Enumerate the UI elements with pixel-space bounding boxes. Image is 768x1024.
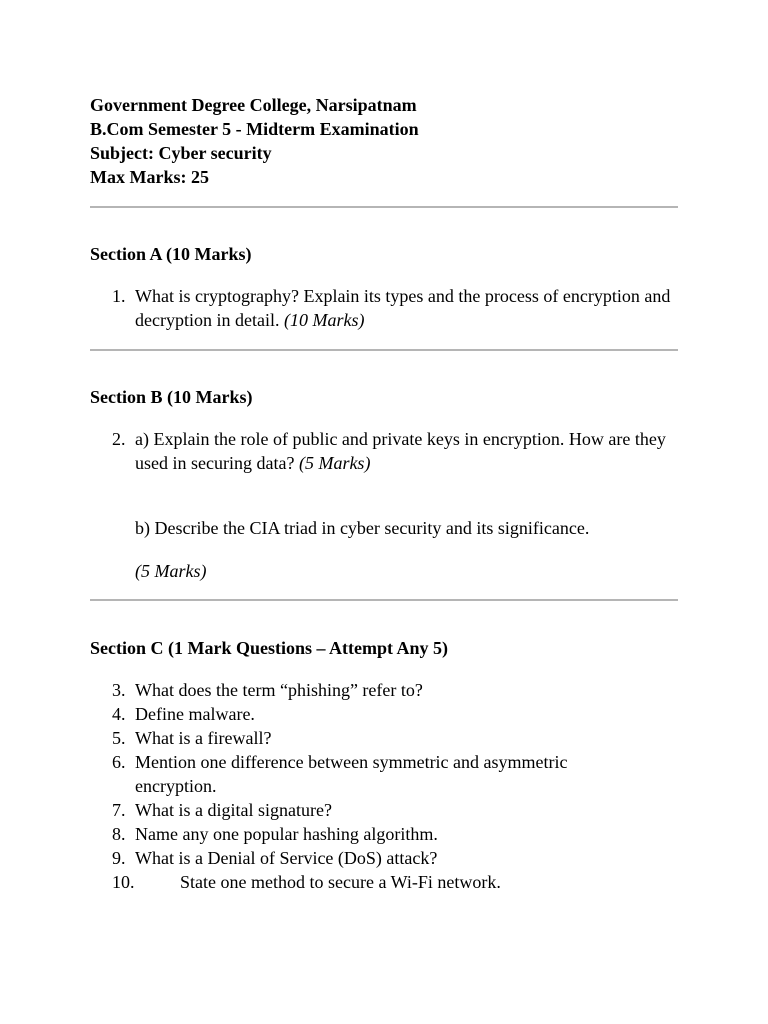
question-text: What is a Denial of Service (DoS) attack? bbox=[135, 848, 438, 868]
question-text: Mention one difference between symmetric and asymmetric encryption. bbox=[135, 752, 568, 796]
question-number: 9. bbox=[112, 848, 126, 868]
question-number: 8. bbox=[112, 824, 126, 844]
question-1 bbox=[90, 284, 678, 332]
question-number: 5. bbox=[112, 728, 126, 748]
question-text: State one method to secure a Wi-Fi network. bbox=[180, 872, 501, 892]
question-number: 4. bbox=[112, 704, 126, 724]
list-item bbox=[90, 726, 678, 750]
question-2b-marks bbox=[90, 559, 678, 583]
question-text: What is a digital signature? bbox=[135, 800, 332, 820]
question-text: What does the term “phishing” refer to? bbox=[135, 680, 423, 700]
question-marks: (5 Marks) bbox=[298, 453, 371, 473]
question-2a bbox=[90, 427, 678, 475]
list-item bbox=[90, 750, 635, 798]
list-item bbox=[90, 798, 678, 822]
divider bbox=[90, 349, 678, 351]
subject-line: Subject: Cyber security bbox=[90, 143, 272, 163]
question-number: 2. bbox=[112, 429, 126, 449]
section-b-title: Section B (10 Marks) bbox=[90, 387, 253, 407]
question-text: a) Explain the role of public and private keys in encryption. How are they used in securing data? bbox=[135, 429, 666, 473]
list-item bbox=[90, 846, 678, 870]
header-block bbox=[90, 93, 419, 189]
exam-title: B.Com Semester 5 - Midterm Examination bbox=[90, 119, 419, 139]
question-marks: (5 Marks) bbox=[135, 561, 207, 581]
section-c-list bbox=[90, 678, 678, 894]
question-number: 6. bbox=[112, 752, 126, 772]
divider bbox=[90, 599, 678, 601]
list-item bbox=[90, 822, 678, 846]
question-text: What is cryptography? Explain its types and the process of encryption and decryption in detail. bbox=[135, 286, 671, 330]
section-c-title: Section C (1 Mark Questions – Attempt Any 5) bbox=[90, 638, 448, 658]
question-number: 1. bbox=[112, 286, 126, 306]
question-number: 7. bbox=[112, 800, 126, 820]
question-number: 10. bbox=[112, 872, 135, 892]
question-marks: (10 Marks) bbox=[283, 310, 365, 330]
question-text: Name any one popular hashing algorithm. bbox=[135, 824, 438, 844]
question-2b bbox=[90, 516, 678, 540]
question-text: What is a firewall? bbox=[135, 728, 272, 748]
list-item bbox=[90, 678, 678, 702]
question-number: 3. bbox=[112, 680, 126, 700]
list-item bbox=[90, 702, 678, 726]
section-a-title: Section A (10 Marks) bbox=[90, 244, 252, 264]
list-item bbox=[90, 870, 678, 894]
divider bbox=[90, 206, 678, 208]
college-name: Government Degree College, Narsipatnam bbox=[90, 95, 417, 115]
max-marks: Max Marks: 25 bbox=[90, 167, 209, 187]
question-text: b) Describe the CIA triad in cyber security and its significance. bbox=[135, 518, 590, 538]
question-text: Define malware. bbox=[135, 704, 255, 724]
